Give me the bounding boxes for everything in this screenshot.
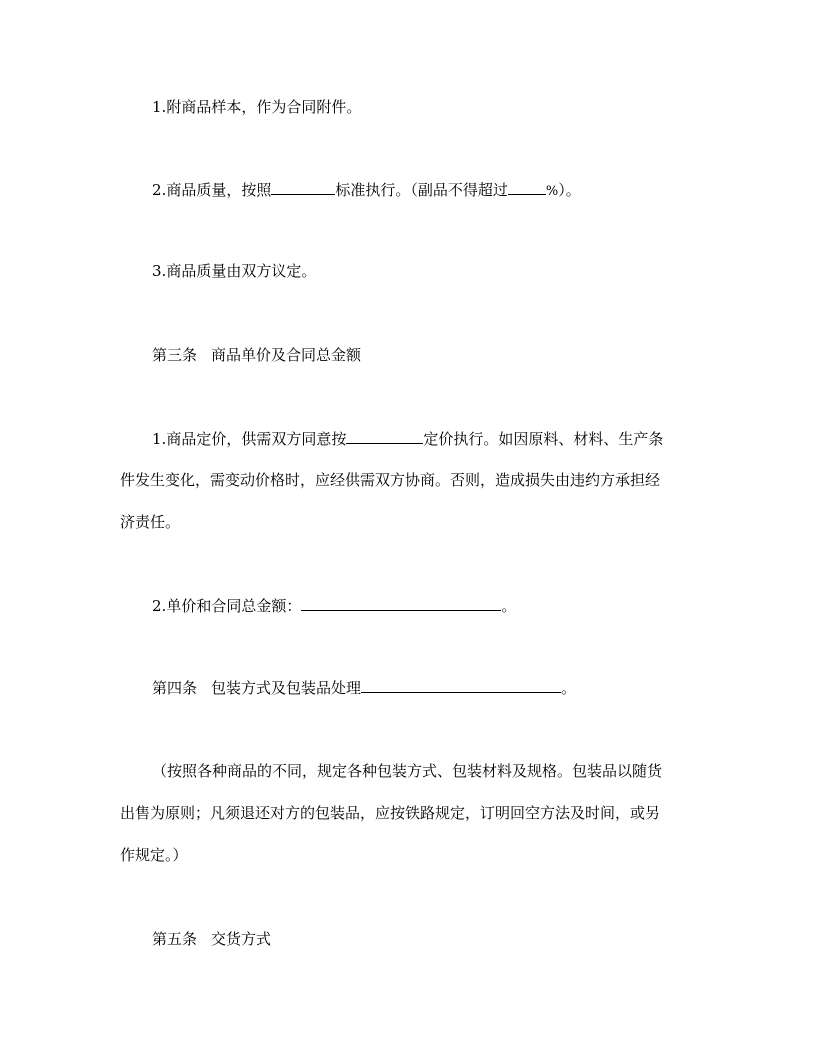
clause-text: 商品定价，供需双方同意按 (166, 430, 347, 448)
article-3-heading (120, 345, 742, 365)
clause-pricing-line-2 (120, 470, 710, 490)
note-text: （按照各种商品的不同，规定各种包装方式、包装材料及规格。包装品以随货 (152, 762, 663, 780)
clause-text: 济责任。 (120, 513, 181, 531)
clause-text: 商品质量，按照 (166, 181, 272, 199)
packaging-note-line-2 (120, 803, 710, 823)
clause-quality-sample (120, 97, 742, 117)
packaging-note-line-1 (120, 761, 742, 781)
note-text: 作规定。） (120, 846, 188, 864)
clause-text: 件发生变化，需变动价格时，应经供需双方协商。否则，造成损失由违约方承担经 (120, 471, 661, 489)
fill-blank-pricing[interactable] (346, 428, 423, 444)
item-number: 2. (152, 181, 167, 199)
percent-sign: % (545, 184, 559, 199)
packaging-note-line-3 (120, 845, 710, 865)
article-title: 包装方式及包装品处理 (211, 679, 362, 697)
clause-text: 附商品样本，作为合同附件。 (166, 98, 362, 116)
article-5-heading (120, 929, 742, 949)
article-label: 第五条 (152, 930, 198, 948)
fill-blank-standard[interactable] (271, 179, 335, 195)
item-number: 1. (152, 98, 167, 116)
clause-text: 单价和合同总金额： (166, 597, 302, 615)
clause-text: ）。 (558, 181, 581, 199)
item-number: 1. (152, 430, 167, 448)
clause-quality-standard (120, 179, 742, 202)
clause-total-amount (120, 595, 742, 616)
fill-blank-total-amount[interactable] (301, 595, 501, 611)
fill-blank-packaging[interactable] (361, 677, 561, 693)
clause-pricing-line-1 (120, 428, 742, 449)
clause-text: 。 (501, 597, 517, 615)
clause-quality-agreed (120, 261, 742, 281)
clause-text: 定价执行。如因原料、材料、生产条 (423, 430, 664, 448)
article-title: 交货方式 (211, 930, 272, 948)
article-label: 第三条 (152, 346, 198, 364)
clause-text: 商品质量由双方议定。 (166, 262, 317, 280)
article-label: 第四条 (152, 679, 198, 697)
clause-text: 标准执行。（副品不得超过 (335, 181, 508, 199)
clause-text: 。 (561, 679, 577, 697)
note-text: 出售为原则；凡须退还对方的包装品，应按铁路规定，订明回空方法及时间，或另 (120, 804, 661, 822)
item-number: 3. (152, 262, 167, 280)
clause-pricing-line-3 (120, 512, 710, 532)
article-title: 商品单价及合同总金额 (211, 346, 362, 364)
fill-blank-percent[interactable] (508, 179, 546, 195)
article-4-heading (120, 677, 742, 698)
item-number: 2. (152, 597, 167, 615)
